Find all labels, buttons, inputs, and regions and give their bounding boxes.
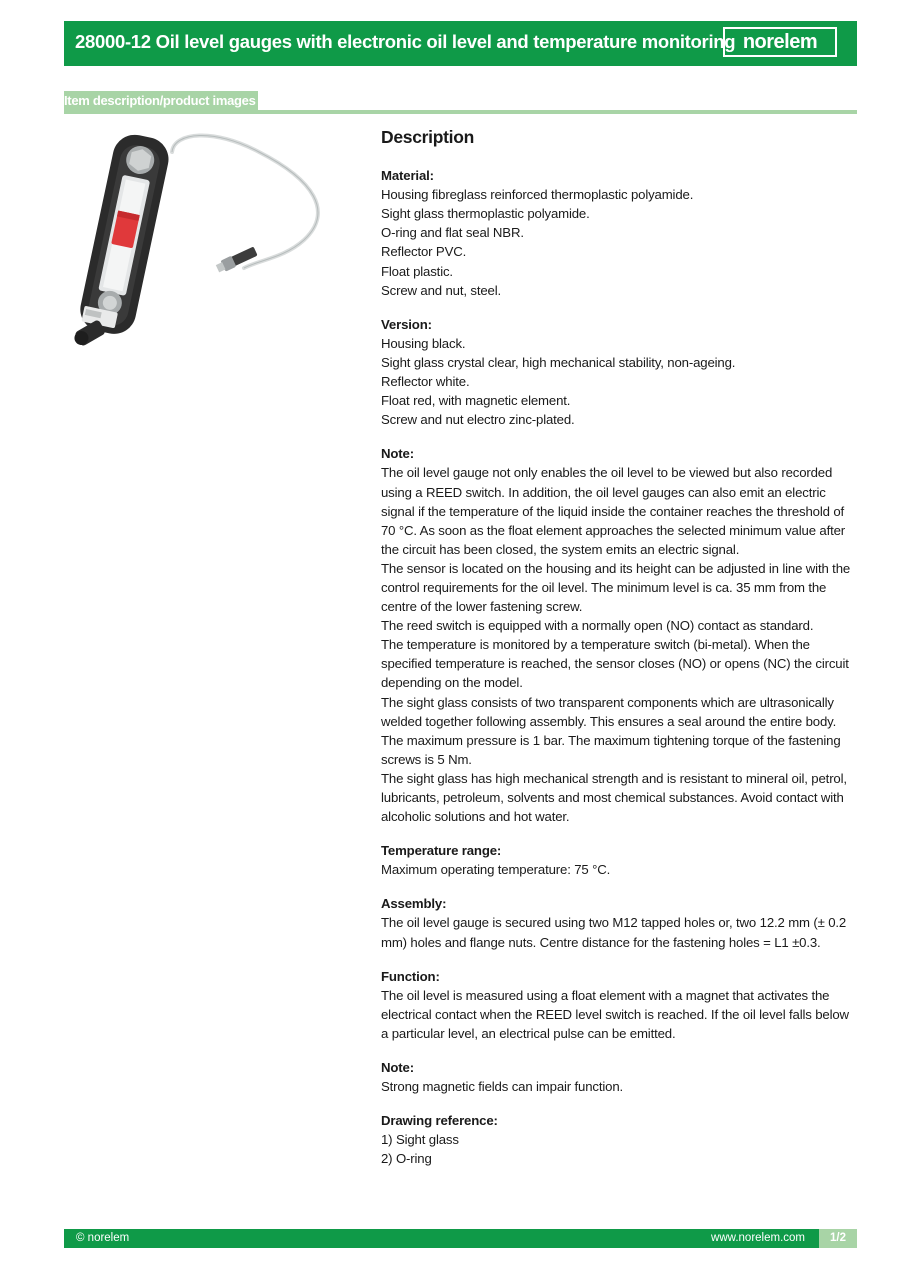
- note-2-block: [381, 1058, 857, 1096]
- material-block: [381, 166, 857, 300]
- note-block: [381, 444, 857, 826]
- assembly-block: [381, 894, 857, 951]
- block-line: Screw and nut electro zinc-plated.: [381, 412, 575, 428]
- block-line: Strong magnetic fields can impair function.: [381, 1079, 624, 1095]
- block-heading: Material:: [381, 168, 434, 184]
- block-line: Maximum operating temperature: 75 °C.: [381, 862, 611, 878]
- block-heading: Function:: [381, 968, 440, 984]
- product-image: [64, 132, 322, 360]
- block-line: Screw and nut, steel.: [381, 282, 501, 298]
- footer-copyright: © norelem: [76, 1232, 130, 1244]
- description-title: Description: [381, 127, 474, 147]
- block-line: Reflector white.: [381, 374, 470, 390]
- page-title: 28000-12 Oil level gauges with electronic oil level and temperature monitoring: [75, 31, 736, 52]
- block-line: 1) Sight glass: [381, 1132, 459, 1148]
- block-line: Float plastic.: [381, 263, 453, 279]
- block-line: The sight glass consists of two transparent components which are ultrasonically welded together following assembly. This ensures a seal around the entire body. The maximum pressure is 1 bar. The maximum tightening torque of the fastening screws is 5 Nm.: [381, 694, 841, 767]
- description-content: [381, 128, 857, 1184]
- block-line: Sight glass thermoplastic polyamide.: [381, 206, 590, 222]
- block-line: Housing fibreglass reinforced thermoplastic polyamide.: [381, 187, 694, 203]
- drawing-reference-block: [381, 1111, 857, 1168]
- version-block: [381, 315, 857, 430]
- block-line: The oil level gauge not only enables the oil level to be viewed but also recorded using a REED switch. In addition, the oil level gauges can also emit an electric signal if the temperature of the liquid inside the container reaches the threshold of 70 °C. As soon as the float element approaches the selected minimum value after the circuit has been closed, the system emits an electric signal.: [381, 465, 846, 557]
- block-heading: Note:: [381, 446, 414, 462]
- footer-bar: [64, 1229, 857, 1248]
- section-label: Item description/product images: [64, 91, 258, 111]
- block-heading: Assembly:: [381, 896, 447, 912]
- block-line: Float red, with magnetic element.: [381, 393, 571, 409]
- oil-level-gauge-icon: [64, 132, 322, 360]
- norelem-logo: norelem: [723, 27, 837, 57]
- block-line: Reflector PVC.: [381, 244, 467, 260]
- block-heading: Note:: [381, 1060, 414, 1076]
- block-heading: Drawing reference:: [381, 1113, 498, 1129]
- header-bar: [64, 21, 857, 66]
- block-line: The sight glass has high mechanical strength and is resistant to mineral oil, petrol, lubricants, petroleum, solvents and most chemical substances. Avoid contact with alcoholic solutions and hot water.: [381, 770, 847, 825]
- block-line: Housing black.: [381, 335, 466, 351]
- page-number: 1/2: [819, 1229, 857, 1248]
- block-line: O-ring and flat seal NBR.: [381, 225, 524, 241]
- block-line: Sight glass crystal clear, high mechanical stability, non-ageing.: [381, 354, 736, 370]
- block-line: The oil level gauge is secured using two M12 tapped holes or, two 12.2 mm (± 0.2 mm) holes and flange nuts. Centre distance for the fastening holes = L1 ±0.3.: [381, 915, 847, 950]
- footer-website-link[interactable]: www.norelem.com: [711, 1232, 805, 1244]
- block-heading: Version:: [381, 316, 432, 332]
- block-heading: Temperature range:: [381, 843, 502, 859]
- function-block: [381, 967, 857, 1043]
- block-line: 2) O-ring: [381, 1151, 432, 1167]
- block-line: The temperature is monitored by a temperature switch (bi-metal). When the specified temperature is reached, the sensor closes (NO) or opens (NC) the circuit depending on the model.: [381, 637, 849, 691]
- block-line: The reed switch is equipped with a normally open (NO) contact as standard.: [381, 618, 814, 634]
- block-line: The oil level is measured using a float element with a magnet that activates the electrical contact when the REED level switch is reached. If the oil level falls below a particular level, an electrical pulse can be emitted.: [381, 987, 849, 1041]
- temperature-range-block: [381, 841, 857, 879]
- block-line: The sensor is located on the housing and its height can be adjusted in line with the control requirements for the oil level. The minimum level is ca. 35 mm from the centre of the lower fastening screw.: [381, 560, 851, 615]
